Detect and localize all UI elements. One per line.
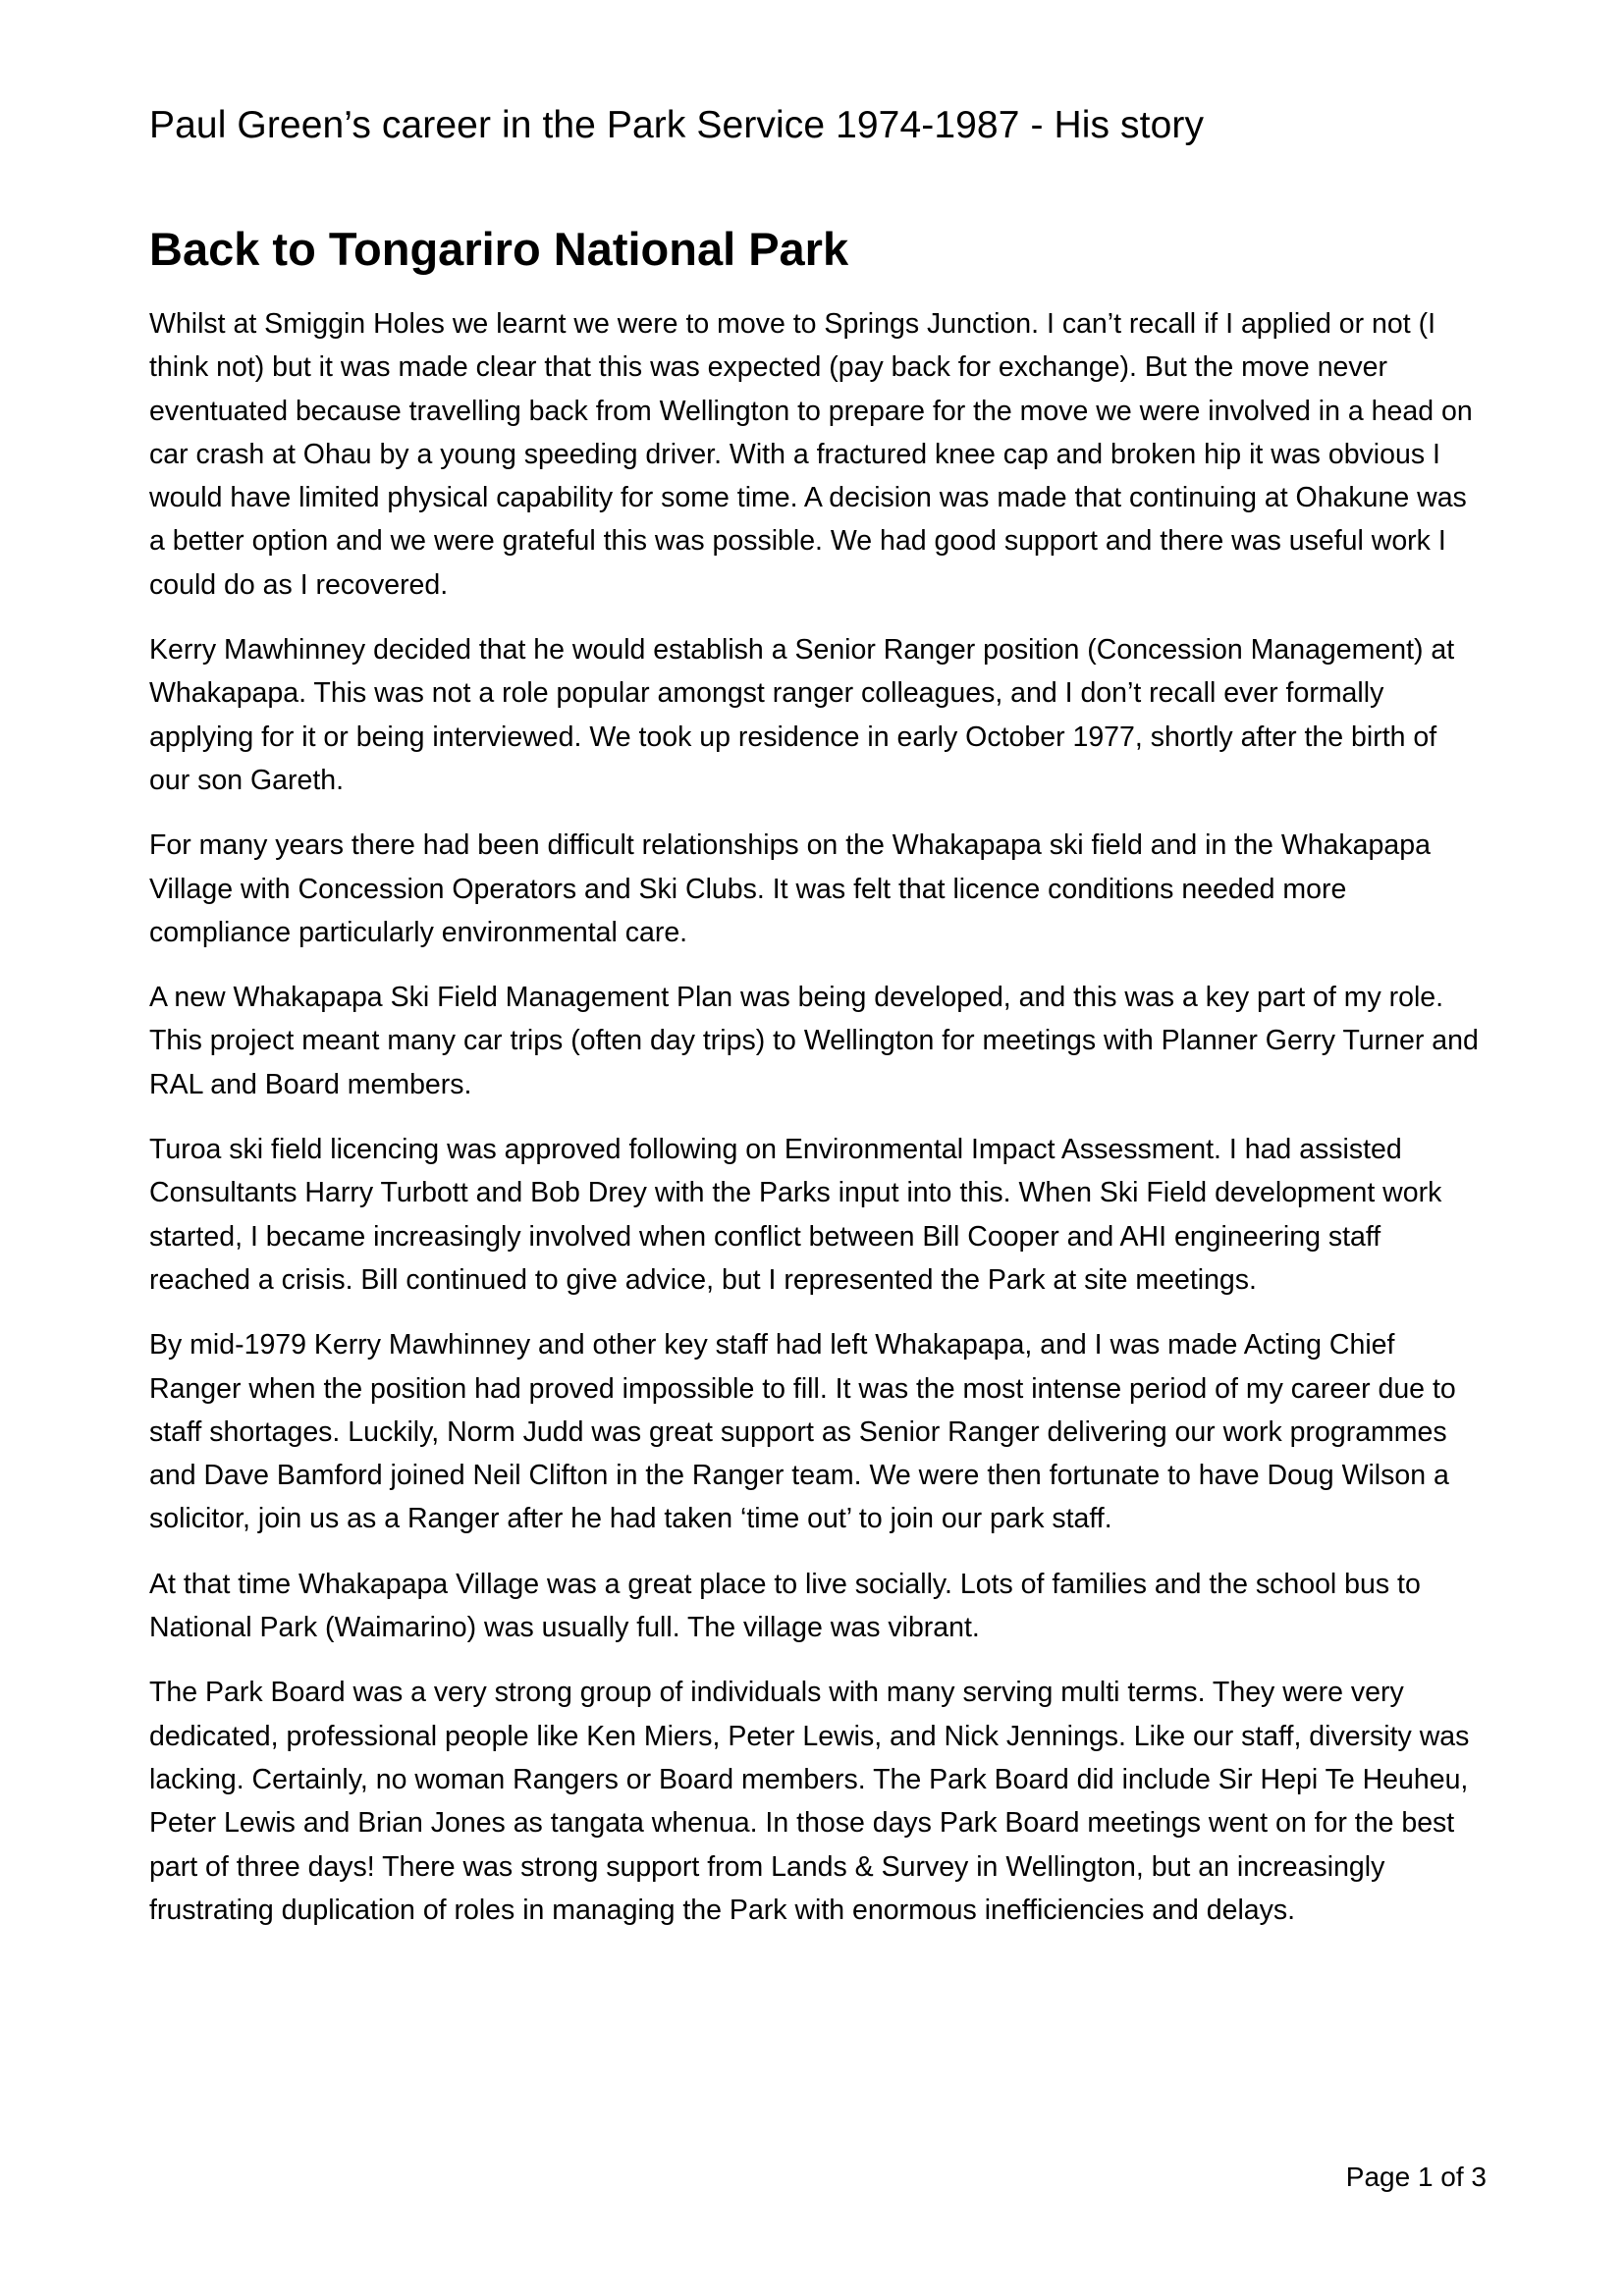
page-number: Page 1 of 3 — [1345, 2162, 1487, 2192]
paragraph-acting-chief-ranger: By mid-1979 Kerry Mawhinney and other key staff had left Whakapapa, and I was made Acting Chief Ranger when the position had proved impossible to fill. It was the most intense period of my career due to staff shortages. Luckily, Norm Judd was great support as Senior Ranger delivering our work programmes and Dave Bamford joined Neil Clifton in the Ranger team. We were then fortunate to have Doug Wilson a solicitor, join us as a Ranger after he had taken ‘time out’ to join our park staff. — [149, 1329, 1456, 1535]
document-body — [149, 218, 1483, 1953]
section-heading: Back to Tongariro National Park — [149, 223, 849, 275]
paragraph-turoa-licencing: Turoa ski field licencing was approved following on Environmental Impact Assessment. I had assisted Consultants Harry Turbott and Bob Drey with the Parks input into this. When Ski Field development work started, I became increasingly involved when conflict between Bill Cooper and AHI engineering staff reached a crisis. Bill continued to give advice, but I represented the Park at site meetings. — [149, 1134, 1442, 1296]
paragraph-ski-field-relationships: For many years there had been difficult relationships on the Whakapapa ski field and in the Whakapapa Village with Concession Operators and Ski Clubs. It was felt that licence conditions needed more compliance particularly environmental care. — [149, 829, 1431, 948]
paragraph-senior-ranger: Kerry Mawhinney decided that he would establish a Senior Ranger position (Concession Management) at Whakapapa. This was not a role popular amongst ranger colleagues, and I don’t recall ever formally applying for it or being interviewed. We took up residence in early October 1977, shortly after the birth of our son Gareth. — [149, 634, 1455, 796]
paragraph-whakapapa-village: At that time Whakapapa Village was a great place to live socially. Lots of families and the school bus to National Park (Waimarino) was usually full. The village was vibrant. — [149, 1568, 1421, 1644]
paragraph-park-board: The Park Board was a very strong group of individuals with many serving multi terms. They were very dedicated, professional people like Ken Miers, Peter Lewis, and Nick Jennings. Like our staff, diversity was lacking. Certainly, no woman Rangers or Board members. The Park Board did include Sir Hepi Te Heuheu, Peter Lewis and Brian Jones as tangata whenua. In those days Park Board meetings went on for the best part of three days! There was strong support from Lands & Survey in Wellington, but an increasingly frustrating duplication of roles in managing the Park with enormous inefficiencies and delays. — [149, 1677, 1470, 1926]
paragraph-smiggin-holes: Whilst at Smiggin Holes we learnt we were to move to Springs Junction. I can’t recall if I applied or not (I think not) but it was made clear that this was expected (pay back for exchange). But the move never eventuated because travelling back from Wellington to prepare for the move we were involved in a head on car crash at Ohau by a young speeding driver. With a fractured knee cap and broken hip it was obvious I would have limited physical capability for some time. A decision was made that continuing at Ohakune was a better option and we were grateful this was possible. We had good support and there was useful work I could do as I recovered. — [149, 308, 1473, 601]
document-header-title: Paul Green’s career in the Park Service 1974-1987 - His story — [149, 104, 1205, 146]
paragraph-management-plan: A new Whakapapa Ski Field Management Plan was being developed, and this was a key part of my role. This project meant many car trips (often day trips) to Wellington for meetings with Planner Gerry Turner and RAL and Board members. — [149, 982, 1479, 1100]
